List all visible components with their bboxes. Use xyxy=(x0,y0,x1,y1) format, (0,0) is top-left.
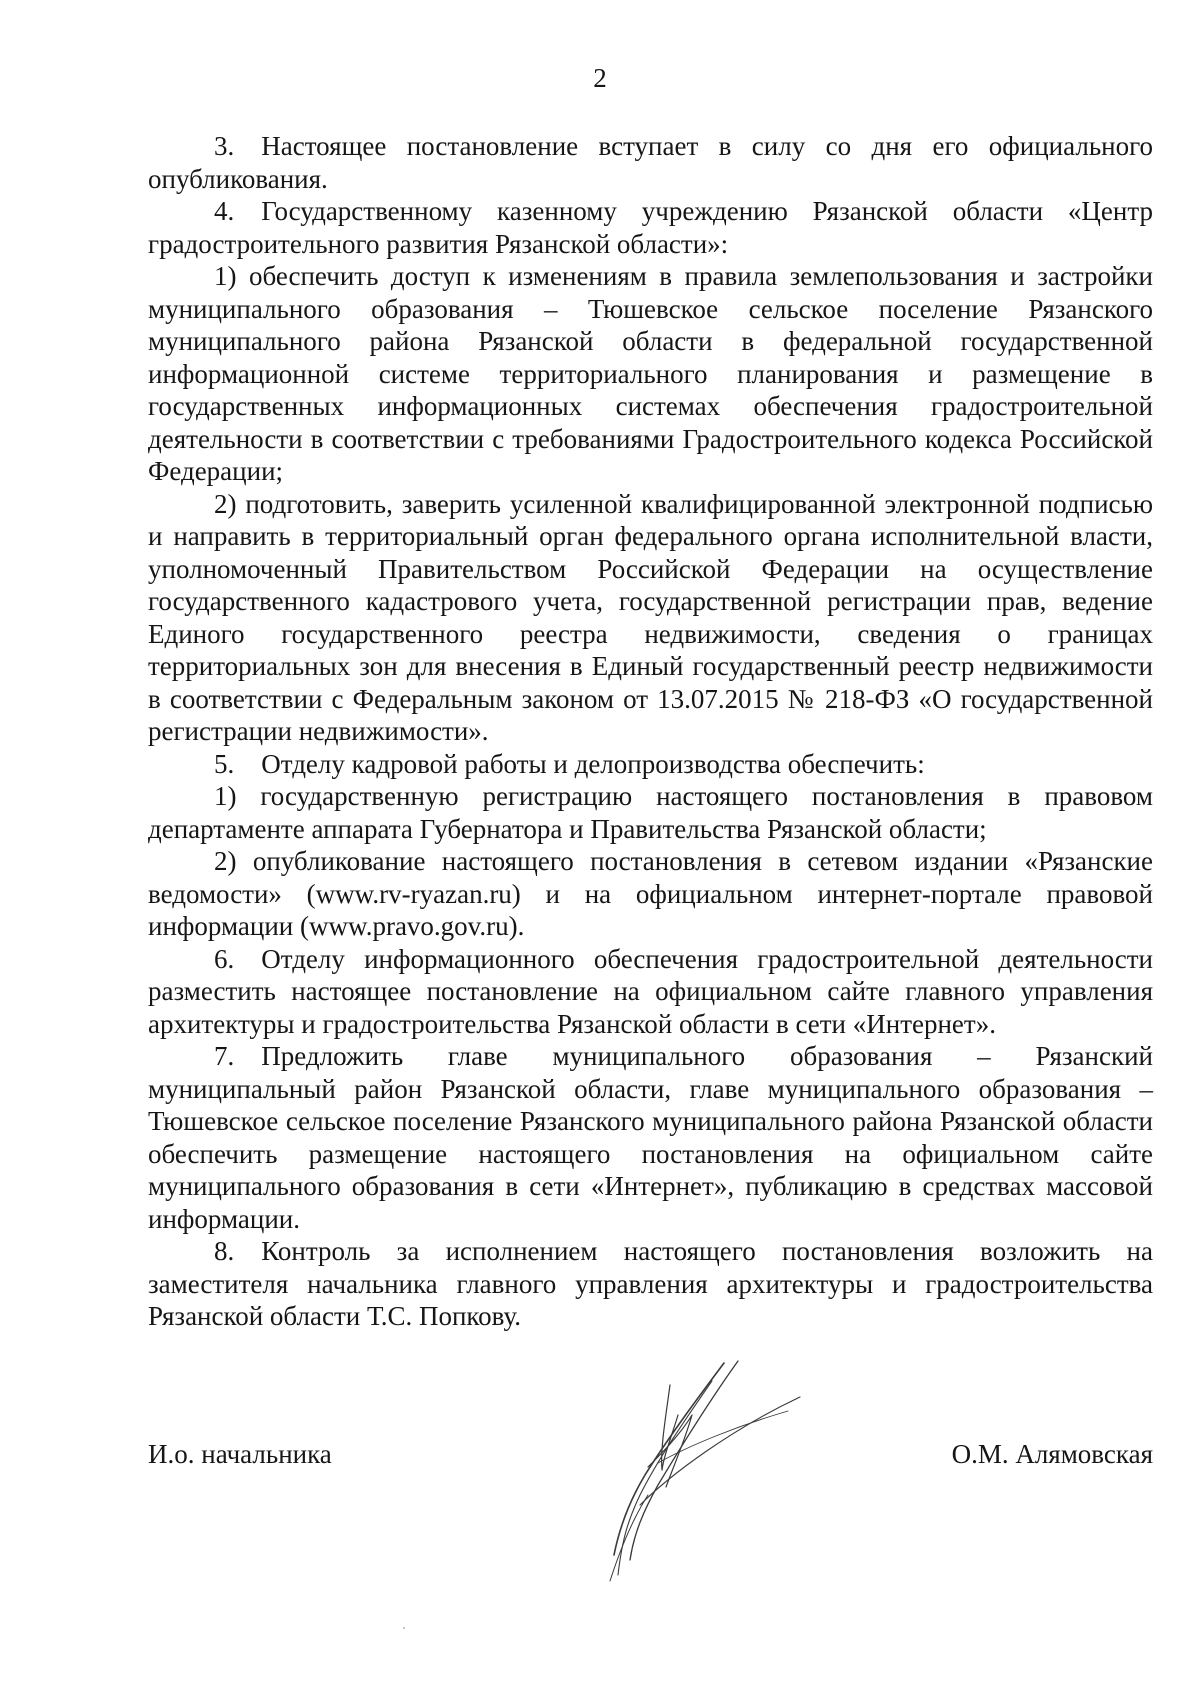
signatory-name: О.М. Алямовская xyxy=(951,1439,1153,1469)
paragraph-6: 6. Отделу информационного обеспечения градостроительной деятельности разместить настоящее постановление на официальном сайте главного управления архитектуры и градостроительства Рязанской области в сети «Интернет». xyxy=(148,943,1153,1039)
paragraph-8: 8. Контроль за исполнением настоящего постановления возложить на заместителя начальника главного управления архитектуры и градостроительства Рязанской области Т.С. Попкову. xyxy=(148,1236,1153,1331)
page-number: 2 xyxy=(593,63,607,93)
signature-block xyxy=(148,1438,1153,1478)
paragraph-4-item-2: 2) подготовить, заверить усиленной квалифицированной электронной подписью и направить в территориальный орган федерального органа исполнительной власти, уполномоченный Правительством Российской Федерации на осуществление государственного кадастрового учета, государственной регистрации прав, ведение Единого государственного реестра недвижимости, сведения о границах территориальных зон для внесения в Единый государственный реестр недвижимости в соответствии с Федеральным законом от 13.07.2015 № 218-ФЗ «О государственной регистрации недвижимости». xyxy=(148,488,1153,746)
paragraph-5: 5. Отделу кадровой работы и делопроизводства обеспечить: xyxy=(214,748,925,779)
paragraph-7: 7. Предложить главе муниципального образования – Рязанский муниципальный район Рязанской области, главе муниципального образования – Тюшевское сельское поселение Рязанского муниципального района Рязанской области обеспечить размещение настоящего постановления на официальном сайте муниципального образования в сети «Интернет», публикацию в средствах массовой информации. xyxy=(148,1041,1153,1234)
paragraph-5-item-1: 1) государственную регистрацию настоящего постановления в правовом департаменте аппарата Губернатора и Правительства Рязанской области; xyxy=(148,781,1153,844)
scan-speck xyxy=(403,1627,405,1629)
paragraph-3: 3. Настоящее постановление вступает в силу со дня его официального опубликования. xyxy=(148,131,1153,194)
paragraph-4-item-1: 1) обеспечить доступ к изменениям в правила землепользования и застройки муниципального образования – Тюшевское сельское поселение Рязанского муниципального района Рязанской области в федеральной государственной информационной системе территориального планирования и размещение в государственных информационных системах обеспечения градостроительной деятельности в соответствии с требованиями Градостроительного кодекса Российской Федерации; xyxy=(148,261,1153,486)
document-body xyxy=(148,130,1153,1333)
signatory-position: И.о. начальника xyxy=(148,1439,332,1469)
paragraph-4: 4. Государственному казенному учреждению Рязанской области «Центр градостроительного развития Рязанской области»: xyxy=(148,196,1153,259)
paragraph-5-item-2: 2) опубликование настоящего постановления в сетевом издании «Рязанские ведомости» (www.rv-ryazan.ru) и на официальном интернет-портале правовой информации (www.pravo.gov.ru). xyxy=(148,846,1153,941)
